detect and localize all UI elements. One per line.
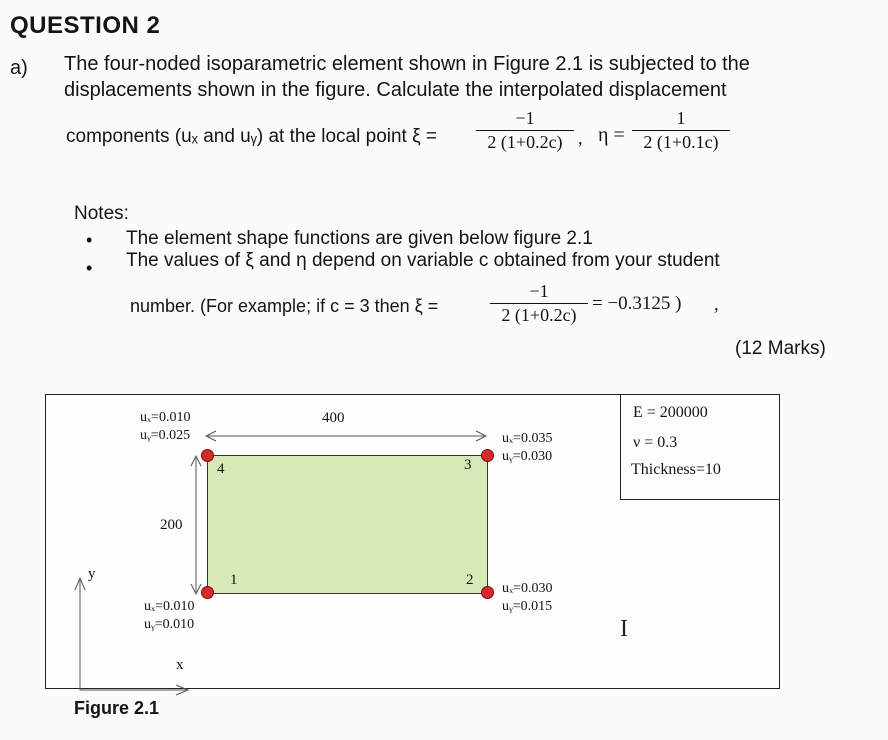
thickness-label: Thickness=10 (631, 461, 721, 478)
height-label: 200 (160, 517, 183, 533)
question-line-1: The four-noded isoparametric element shown in Figure 2.1 is subjected to the (64, 53, 750, 75)
notes-heading: Notes: (74, 203, 129, 224)
eta-numerator: 1 (676, 108, 686, 128)
example-result: = −0.3125 ) (592, 293, 682, 314)
text-cursor-icon: I (620, 616, 628, 642)
marks-label: (12 Marks) (735, 338, 826, 359)
eta-label: η = (598, 124, 625, 146)
node-2-id: 2 (466, 572, 474, 588)
node-2-displacement (502, 580, 552, 616)
node-2-ux: uₓ=0.030 (502, 581, 553, 596)
node-4-displacement (140, 409, 190, 445)
poisson-ratio: ν = 0.3 (633, 434, 678, 451)
xi-numerator: −1 (515, 108, 535, 128)
node-1-ux: uₓ=0.010 (144, 599, 195, 614)
note-bullet-3: number. (For example; if c = 3 then ξ = (130, 296, 439, 316)
axis-x-label: x (176, 657, 184, 673)
node-3-displacement (502, 430, 552, 466)
question-title: QUESTION 2 (10, 12, 161, 39)
figure-caption: Figure 2.1 (74, 698, 160, 718)
example-numerator: −1 (529, 281, 549, 301)
node-2-marker (481, 586, 494, 599)
eta-denominator: 2 (1+0.1c) (643, 132, 719, 152)
node-4-uy: uᵧ=0.025 (140, 428, 191, 443)
example-tail: , (714, 294, 719, 315)
question-line-3: components (uₓ and uᵧ) at the local point ξ = (66, 126, 437, 147)
part-label: a) (10, 57, 28, 79)
example-denominator: 2 (1+0.2c) (501, 305, 577, 325)
node-4-marker (201, 449, 214, 462)
node-3-id: 3 (464, 457, 472, 473)
node-3-ux: uₓ=0.035 (502, 431, 553, 446)
xi-denominator: 2 (1+0.2c) (487, 132, 563, 152)
node-1-id: 1 (230, 572, 238, 588)
node-4-id: 4 (217, 461, 225, 477)
youngs-modulus: E = 200000 (633, 404, 708, 421)
node-2-uy: uᵧ=0.015 (502, 599, 553, 614)
node-3-marker (481, 449, 494, 462)
node-1-marker (201, 586, 214, 599)
note-bullet-1: The element shape functions are given below figure 2.1 (126, 228, 593, 249)
bullet-dot-icon: • (86, 258, 93, 278)
width-label: 400 (322, 410, 345, 426)
node-4-ux: uₓ=0.010 (140, 410, 191, 425)
question-line-2: displacements shown in the figure. Calculate the interpolated displacement (64, 79, 727, 101)
separator-comma: , (578, 128, 583, 148)
node-1-displacement (144, 598, 194, 634)
node-1-uy: uᵧ=0.010 (144, 617, 195, 632)
node-3-uy: uᵧ=0.030 (502, 449, 553, 464)
bullet-dot-icon: • (86, 230, 93, 250)
note-bullet-2: The values of ξ and η depend on variable c obtained from your student (126, 250, 720, 271)
axis-y-label: y (88, 566, 96, 582)
